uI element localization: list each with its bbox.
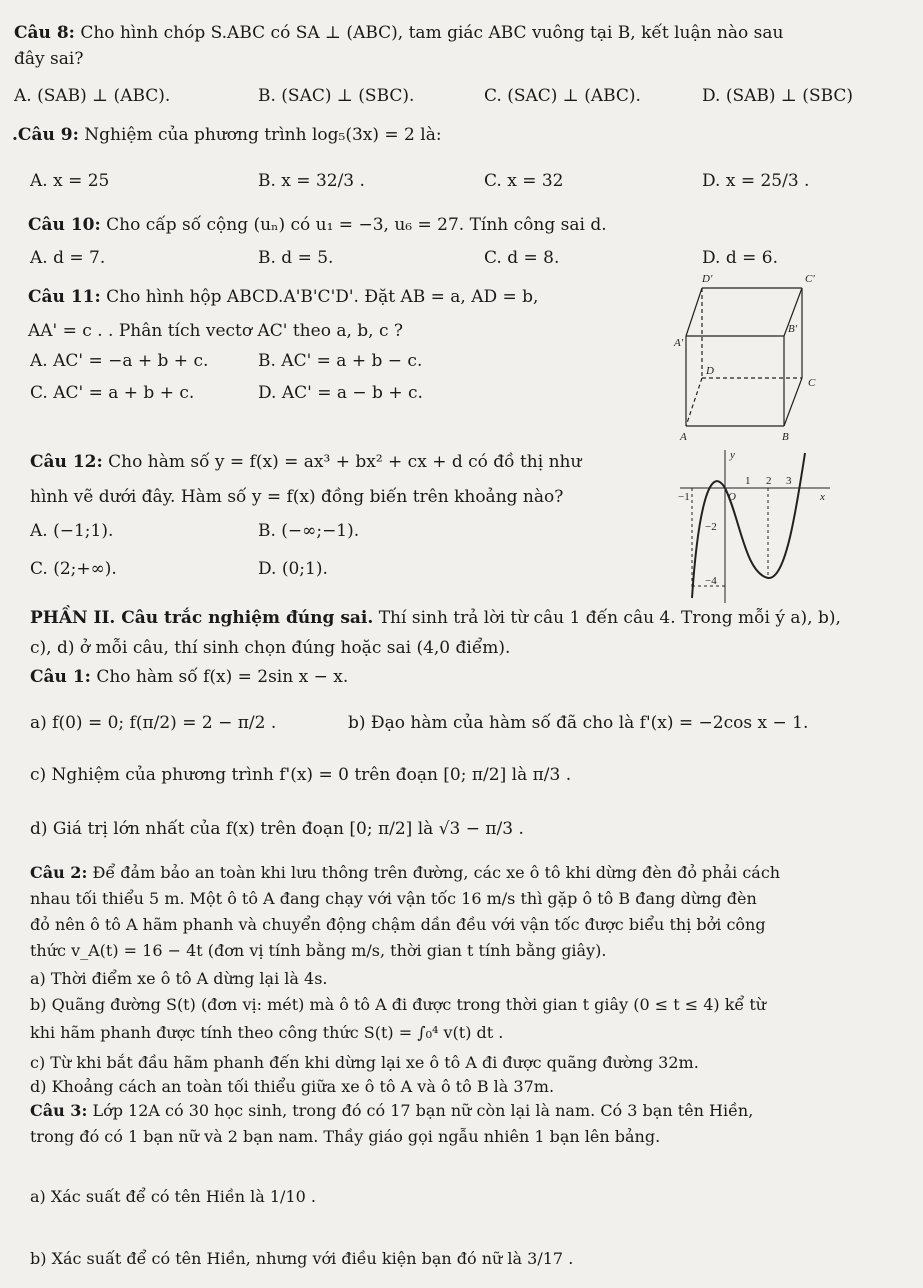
q8-option-d: D. (SAB) ⊥ (SBC) xyxy=(702,86,854,106)
cube-label-a-prime: A' xyxy=(674,337,684,349)
q8-option-b: B. (SAC) ⊥ (SBC). xyxy=(258,86,415,106)
q12-text: Cho hàm số y = f(x) = ax³ + bx² + cx + d có đồ thị như xyxy=(108,452,582,472)
p2-item-c: c) Từ khi bắt đầu hãm phanh đến khi dừng lại xe ô tô A đi được quãng đường 32m. xyxy=(30,1053,699,1072)
q8-option-c: C. (SAC) ⊥ (ABC). xyxy=(484,86,641,106)
p3-label: Câu 3: xyxy=(30,1101,88,1120)
q9-option-d: D. x = 25/3 . xyxy=(702,171,810,191)
cube-figure xyxy=(672,268,832,446)
q12-option-a: A. (−1;1). xyxy=(30,521,114,541)
cube-label-d-prime: D' xyxy=(702,273,713,285)
p3-line-1 xyxy=(30,1100,753,1122)
graph-tick-1: 1 xyxy=(745,475,751,487)
p3-text-1: Lớp 12A có 30 học sinh, trong đó có 17 bạn nữ còn lại là nam. Có 3 bạn tên Hiền, xyxy=(92,1101,754,1120)
q11-text: Cho hình hộp ABCD.A'B'C'D'. Đặt AB = a, AD = b, xyxy=(106,287,539,307)
q10-option-b: B. d = 5. xyxy=(258,248,334,268)
q10-option-c: C. d = 8. xyxy=(484,248,560,268)
p2-item-b-2: khi hãm phanh được tính theo công thức S(t) = ∫₀⁴ v(t) dt . xyxy=(30,1023,504,1042)
q11-option-c: C. AC' = a + b + c. xyxy=(30,383,195,403)
graph-origin-label: O xyxy=(728,491,736,503)
p1-item-c: c) Nghiệm của phương trình f'(x) = 0 trên đoạn [0; π/2] là π/3 . xyxy=(30,765,572,785)
cube-label-b-prime: B' xyxy=(788,323,798,335)
graph-tick-2: 2 xyxy=(766,475,772,487)
q11-option-b: B. AC' = a + b − c. xyxy=(258,351,423,371)
p1-item-b: b) Đạo hàm của hàm số đã cho là f'(x) = −2cos x − 1. xyxy=(348,713,809,733)
q10-text: Cho cấp số cộng (uₙ) có u₁ = −3, u₆ = 27. Tính công sai d. xyxy=(106,215,607,235)
q8-option-a: A. (SAB) ⊥ (ABC). xyxy=(14,86,171,106)
p2-line-1 xyxy=(30,862,780,884)
q9-stem xyxy=(12,124,442,146)
p1-item-a: a) f(0) = 0; f(π/2) = 2 − π/2 . xyxy=(30,713,277,733)
p1-text: Cho hàm số f(x) = 2sin x − x. xyxy=(96,667,349,687)
cube-label-c: C xyxy=(808,377,816,389)
q11-stem xyxy=(28,286,538,308)
q12-label: Câu 12: xyxy=(30,452,103,472)
q8-stem-2: đây sai? xyxy=(14,49,84,69)
q8-label: Câu 8: xyxy=(14,23,75,43)
q10-option-a: A. d = 7. xyxy=(30,248,106,268)
part2-text: Thí sinh trả lời từ câu 1 đến câu 4. Trong mỗi ý a), b), xyxy=(378,608,841,628)
q9-option-c: C. x = 32 xyxy=(484,171,564,191)
q8-stem xyxy=(14,22,784,44)
q11-label: Câu 11: xyxy=(28,287,101,307)
p2-item-d: d) Khoảng cách an toàn tối thiểu giữa xe ô tô A và ô tô B là 37m. xyxy=(30,1077,555,1096)
q12-option-c: C. (2;+∞). xyxy=(30,559,117,579)
cube-label-a: A xyxy=(680,431,687,443)
part2-title: PHẦN II. Câu trắc nghiệm đúng sai. xyxy=(30,608,374,628)
q11-option-d: D. AC' = a − b + c. xyxy=(258,383,423,403)
q12-stem-2: hình vẽ dưới đây. Hàm số y = f(x) đồng biến trên khoảng nào? xyxy=(30,487,564,507)
p2-text-1: Để đảm bảo an toàn khi lưu thông trên đường, các xe ô tô khi dừng đèn đỏ phải cách xyxy=(92,863,781,882)
graph-tick-m2: −2 xyxy=(705,521,717,533)
p3-item-a: a) Xác suất để có tên Hiền là 1/10 . xyxy=(30,1187,316,1206)
q9-label: .Câu 9: xyxy=(12,125,79,145)
p3-line-2: trong đó có 1 bạn nữ và 2 bạn nam. Thầy giáo gọi ngẫu nhiên 1 bạn lên bảng. xyxy=(30,1127,661,1146)
cube-label-c-prime: C' xyxy=(805,273,815,285)
cubic-graph xyxy=(670,448,840,608)
p2-item-b: b) Quãng đường S(t) (đơn vị: mét) mà ô tô A đi được trong thời gian t giây (0 ≤ t ≤ 4) kể từ xyxy=(30,995,767,1014)
q10-option-d: D. d = 6. xyxy=(702,248,778,268)
q10-label: Câu 10: xyxy=(28,215,101,235)
p1-label: Câu 1: xyxy=(30,667,91,687)
cube-label-b: B xyxy=(782,431,789,443)
part2-heading xyxy=(30,607,841,629)
p2-line-4: thức v_A(t) = 16 − 4t (đơn vị tính bằng m/s, thời gian t tính bằng giây). xyxy=(30,941,607,960)
q11-option-a: A. AC' = −a + b + c. xyxy=(30,351,209,371)
p3-item-b: b) Xác suất để có tên Hiền, nhưng với điều kiện bạn đó nữ là 3/17 . xyxy=(30,1249,574,1268)
q10-stem xyxy=(28,214,607,236)
p2-line-3: đỏ nên ô tô A hãm phanh và chuyển động chậm dần đều với vận tốc được biểu thị bởi công xyxy=(30,915,766,934)
q8-text: Cho hình chóp S.ABC có SA ⊥ (ABC), tam giác ABC vuông tại B, kết luận nào sau xyxy=(80,23,784,43)
part2-text-2: c), d) ở mỗi câu, thí sinh chọn đúng hoặc sai (4,0 điểm). xyxy=(30,638,511,658)
q9-option-b: B. x = 32/3 . xyxy=(258,171,365,191)
q9-option-a: A. x = 25 xyxy=(30,171,110,191)
graph-tick-3: 3 xyxy=(786,475,792,487)
q12-stem xyxy=(30,451,581,473)
p1-stem xyxy=(30,666,348,688)
q12-option-b: B. (−∞;−1). xyxy=(258,521,360,541)
q9-text: Nghiệm của phương trình log₅(3x) = 2 là: xyxy=(84,125,442,145)
p2-line-2: nhau tối thiểu 5 m. Một ô tô A đang chạy với vận tốc 16 m/s thì gặp ô tô B đang dừng đèn xyxy=(30,889,757,908)
graph-tick-m1: −1 xyxy=(678,491,690,503)
graph-tick-m4: −4 xyxy=(705,575,717,587)
graph-x-label: x xyxy=(820,491,825,503)
p2-item-a: a) Thời điểm xe ô tô A dừng lại là 4s. xyxy=(30,969,328,988)
graph-y-label: y xyxy=(730,449,735,461)
q11-stem-2: AA' = c . . Phân tích vectơ AC' theo a, b, c ? xyxy=(28,321,404,341)
p1-item-d: d) Giá trị lớn nhất của f(x) trên đoạn [0; π/2] là √3 − π/3 . xyxy=(30,819,524,839)
cube-label-d: D xyxy=(706,365,714,377)
p2-label: Câu 2: xyxy=(30,863,88,882)
q12-option-d: D. (0;1). xyxy=(258,559,328,579)
